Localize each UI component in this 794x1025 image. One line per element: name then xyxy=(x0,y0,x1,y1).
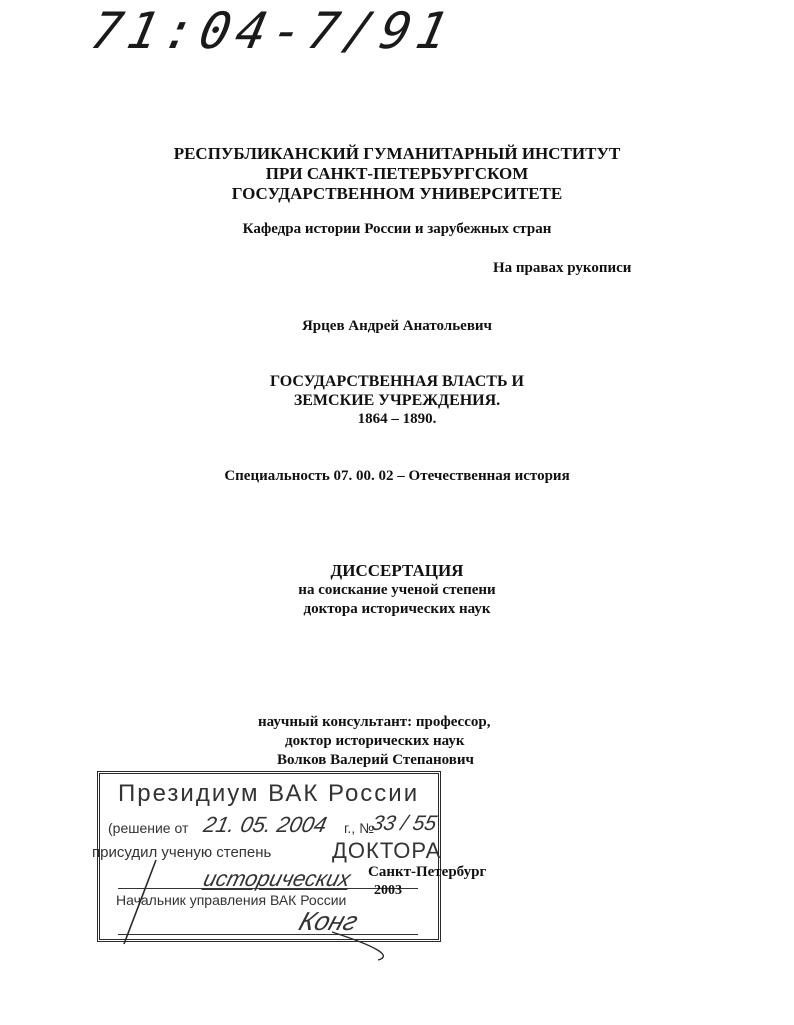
dissertation-line-1: на соискание ученой степени xyxy=(298,582,496,598)
archive-number: 71:04-7/91 xyxy=(85,2,460,60)
institution-line-3: ГОСУДАРСТВЕННОМ УНИВЕРСИТЕТЕ xyxy=(231,184,563,203)
vak-stamp xyxy=(92,771,442,942)
consultant-line-2: доктор исторических наук xyxy=(285,733,465,749)
author-name: Ярцев Андрей Анатольевич xyxy=(301,318,493,334)
stamp-title: Президиум ВАК России xyxy=(118,780,420,807)
stamp-decision-prefix: (решение от xyxy=(108,820,189,836)
institution-line-2: ПРИ САНКТ-ПЕТЕРБУРГСКОМ xyxy=(265,164,529,183)
consultant-line-3: Волков Валерий Степанович xyxy=(277,752,475,768)
title-line-1: ГОСУДАРСТВЕННАЯ ВЛАСТЬ И xyxy=(270,373,524,390)
stamp-number-prefix: г., № xyxy=(344,820,375,836)
consultant-line-1: научный консультант: профессор, xyxy=(258,714,491,730)
title-years: 1864 – 1890. xyxy=(357,411,437,427)
stamp-decision-date: 21. 05. 2004 xyxy=(201,812,330,837)
specialty: Специальность 07. 00. 02 – Отечественная история xyxy=(224,468,570,484)
dissertation-line-2: доктора исторических наук xyxy=(303,601,491,617)
stamp-degree: ДОКТОРА xyxy=(332,838,442,863)
stamp-signature: Конг xyxy=(295,906,362,936)
stamp-field: исторических xyxy=(201,866,354,891)
title-line-2: ЗЕМСКИЕ УЧРЕЖДЕНИЯ. xyxy=(293,392,501,409)
stamp-decision-number: 33 / 55 xyxy=(369,812,439,835)
stamp-awarded: присудил ученую степень xyxy=(92,844,272,861)
dissertation-heading: ДИССЕРТАЦИЯ xyxy=(330,561,464,580)
stamp-signature-label: Начальник управления ВАК России xyxy=(116,892,347,908)
place: Санкт-Петербург xyxy=(368,864,487,880)
year: 2003 xyxy=(374,883,402,898)
institution-line-1: РЕСПУБЛИКАНСКИЙ ГУМАНИТАРНЫЙ ИНСТИТУТ xyxy=(173,144,621,163)
department: Кафедра истории России и зарубежных стран xyxy=(242,221,552,237)
manuscript-rights: На правах рукописи xyxy=(493,260,632,276)
